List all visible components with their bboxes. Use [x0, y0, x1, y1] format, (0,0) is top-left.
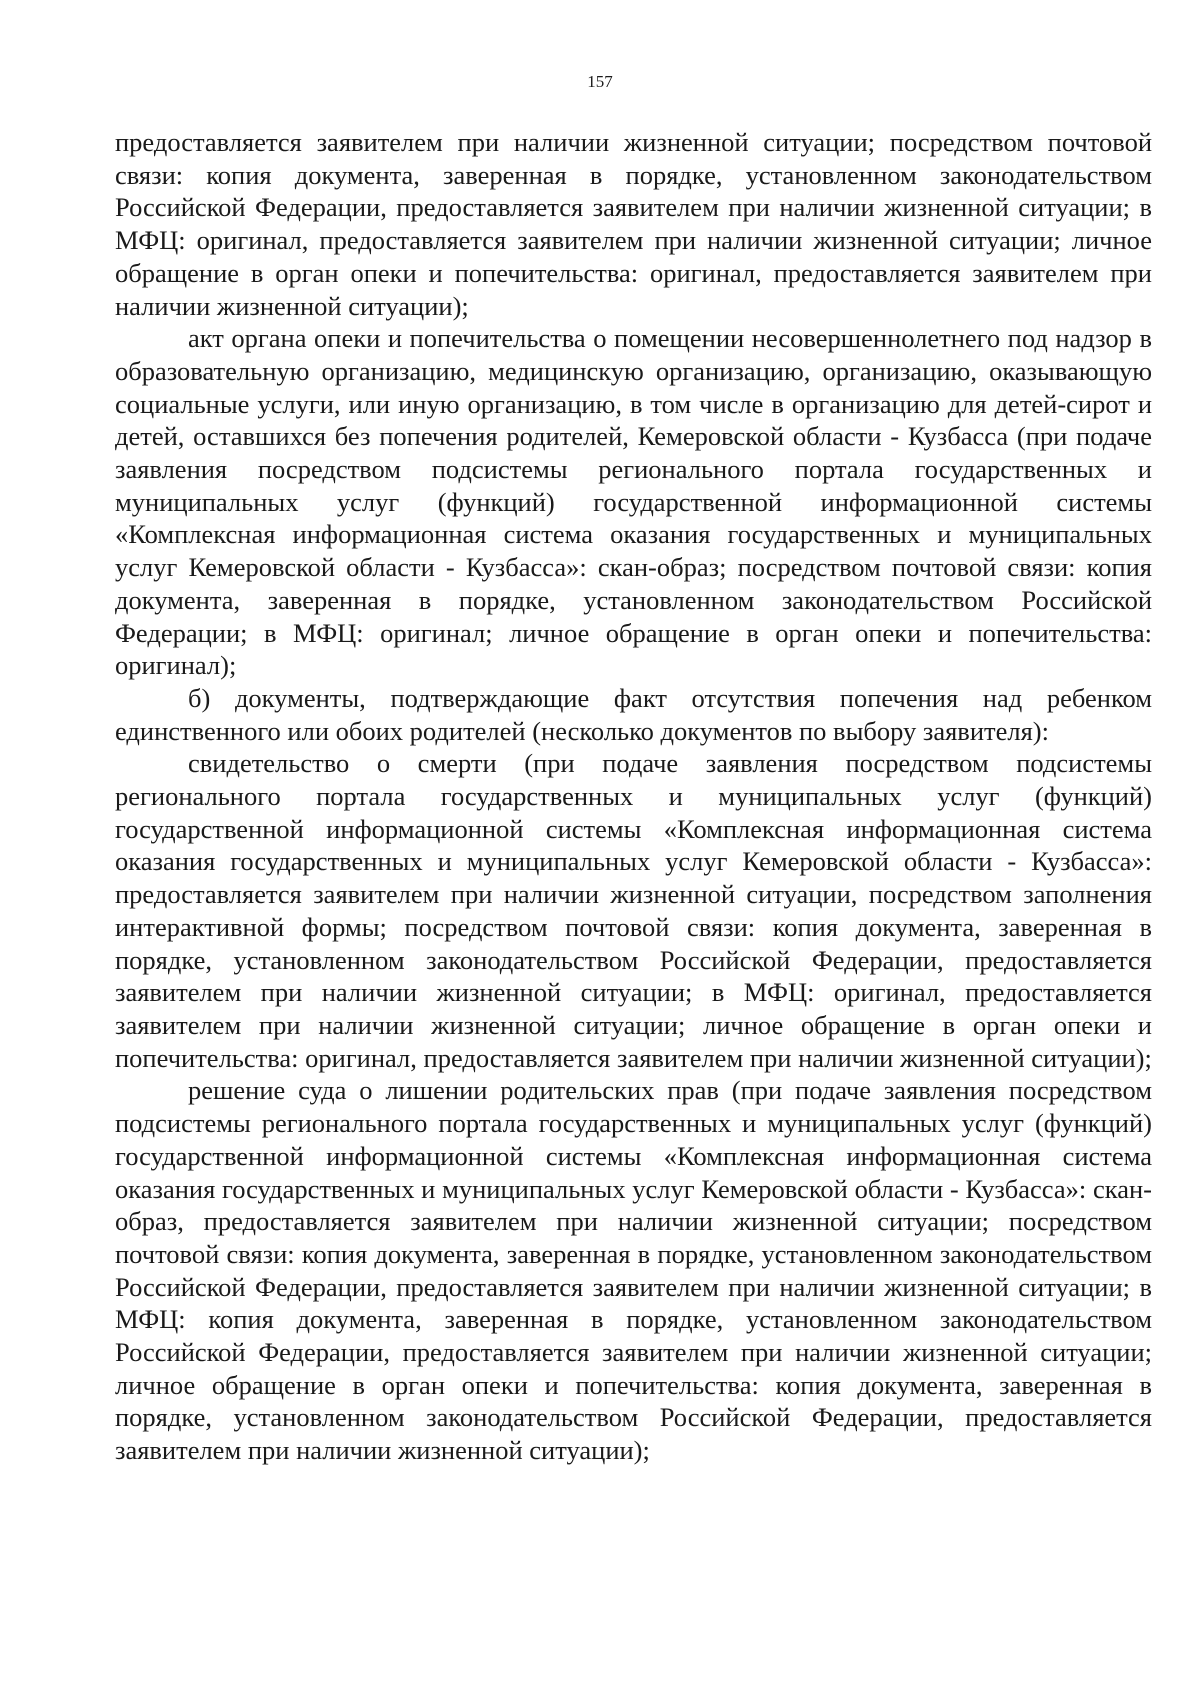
paragraph-item-b: б) документы, подтверждающие факт отсутствия попечения над ребенком единственного или обоих родителей (несколько документов по выбору заявителя): [115, 682, 1152, 746]
paragraph-guardianship-act: акт органа опеки и попечительства о помещении несовершеннолетнего под надзор в образовательную организацию, медицинскую организацию, организацию, оказывающую социальные услуги, или иную организацию, в том числе в организацию для детей-сирот и детей, оставшихся без попечения родителей, Кемеровской области - Кузбасса (при подаче заявления посредством подсистемы регионального портала государственных и муниципальных услуг (функций) государственной информационной системы «Комплексная информационная система оказания государственных и муниципальных услуг Кемеровской области - Кузбасса»: скан-образ; посредством почтовой связи: копия документа, заверенная в порядке, установленном законодательством Российской Федерации; в МФЦ: оригинал; личное обращение в орган опеки и попечительства: оригинал); [115, 323, 1152, 681]
document-body [115, 126, 1152, 1467]
page-number: 157 [587, 72, 613, 91]
paragraph-continuation: предоставляется заявителем при наличии жизненной ситуации; посредством почтовой связи: копия документа, заверенная в порядке, установленном законодательством Российской Федерации, предоставляется заявителем при наличии жизненной ситуации; в МФЦ: оригинал, предоставляется заявителем при наличии жизненной ситуации; личное обращение в орган опеки и попечительства: оригинал, предоставляется заявителем при наличии жизненной ситуации); [115, 127, 1152, 321]
paragraph-death-certificate: свидетельство о смерти (при подаче заявления посредством подсистемы регионального портала государственных и муниципальных услуг (функций) государственной информационной системы «Комплексная информационная система оказания государственных и муниципальных услуг Кемеровской области - Кузбасса»: предоставляется заявителем при наличии жизненной ситуации, посредством заполнения интерактивной формы; посредством почтовой связи: копия документа, заверенная в порядке, установленном законодательством Российской Федерации, предоставляется заявителем при наличии жизненной ситуации; в МФЦ: оригинал, предоставляется заявителем при наличии жизненной ситуации; личное обращение в орган опеки и попечительства: оригинал, предоставляется заявителем при наличии жизненной ситуации); [115, 748, 1152, 1073]
paragraph-court-decision: решение суда о лишении родительских прав (при подаче заявления посредством подсистемы регионального портала государственных и муниципальных услуг (функций) государственной информационной системы «Комплексная информационная система оказания государственных и муниципальных услуг Кемеровской области - Кузбасса»: скан-образ, предоставляется заявителем при наличии жизненной ситуации; посредством почтовой связи: копия документа, заверенная в порядке, установленном законодательством Российской Федерации, предоставляется заявителем при наличии жизненной ситуации; в МФЦ: копия документа, заверенная в порядке, установленном законодательством Российской Федерации, предоставляется заявителем при наличии жизненной ситуации; личное обращение в орган опеки и попечительства: копия документа, заверенная в порядке, установленном законодательством Российской Федерации, предоставляется заявителем при наличии жизненной ситуации); [115, 1075, 1152, 1466]
